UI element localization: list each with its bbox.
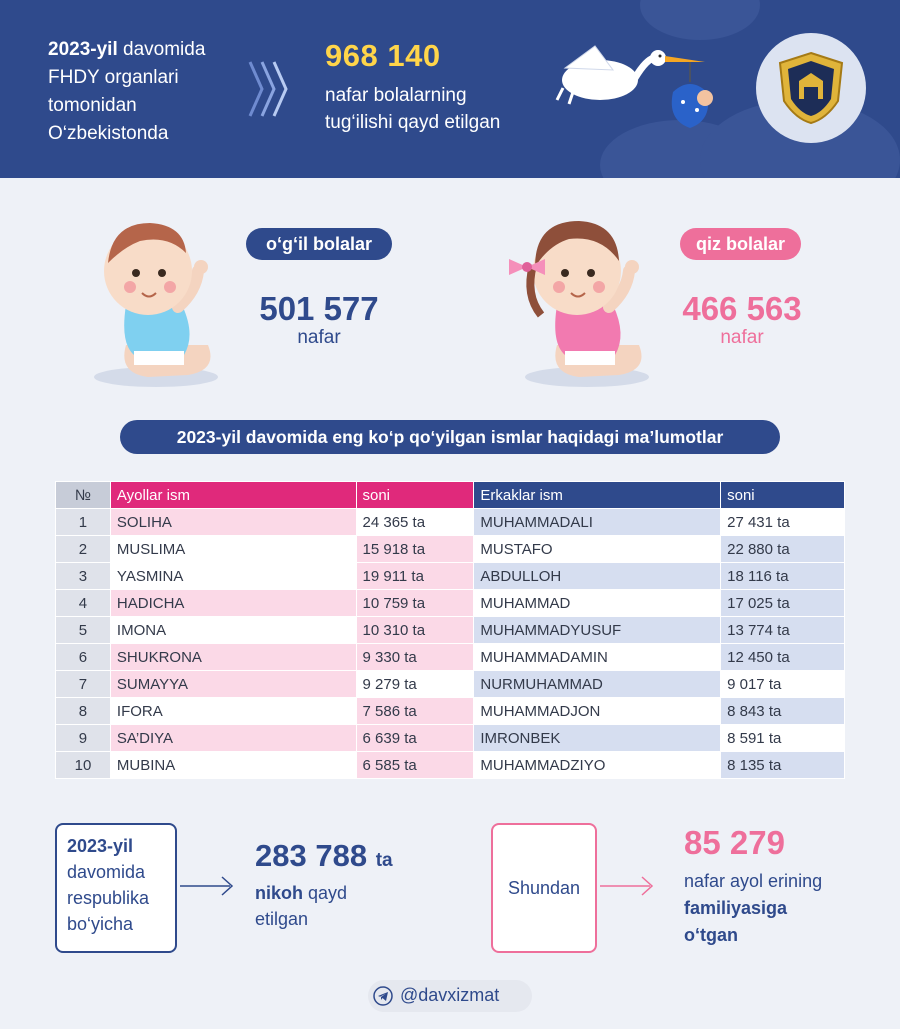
girls-label: qiz bolalar: [680, 228, 801, 260]
female-name: SUMAYYA: [110, 671, 356, 698]
male-name: MUSTAFO: [474, 536, 721, 563]
table-row: [56, 671, 845, 698]
female-name: IMONA: [110, 617, 356, 644]
male-name: MUHAMMAD: [474, 590, 721, 617]
surname-count: 85 279: [684, 824, 785, 861]
female-name: IFORA: [110, 698, 356, 725]
male-name: IMRONBEK: [474, 725, 721, 752]
table-row: [56, 752, 845, 779]
telegram-icon: [373, 986, 393, 1006]
table-row: [56, 698, 845, 725]
boys-count: 501 577: [259, 290, 379, 327]
chevrons-right-icon: [246, 58, 296, 120]
female-count: 15 918 ta: [356, 536, 474, 563]
female-count: 10 759 ta: [356, 590, 474, 617]
header-banner: [0, 0, 900, 178]
male-name: MUHAMMADYUSUF: [474, 617, 721, 644]
male-count: 18 116 ta: [721, 563, 845, 590]
header-male-count: soni: [721, 482, 845, 509]
marriage-context-box: 2023-yil davomida respublika bo‘yicha: [55, 823, 177, 953]
female-count: 7 586 ta: [356, 698, 474, 725]
row-number: 6: [56, 644, 111, 671]
telegram-handle-link[interactable]: [368, 980, 532, 1012]
arrow-right-icon: [600, 875, 656, 897]
table-row: [56, 617, 845, 644]
male-count: 12 450 ta: [721, 644, 845, 671]
row-number: 9: [56, 725, 111, 752]
arrow-right-icon: [180, 875, 236, 897]
births-total: 968 140: [325, 38, 441, 73]
female-count: 10 310 ta: [356, 617, 474, 644]
male-count: 8 135 ta: [721, 752, 845, 779]
female-name: SOLIHA: [110, 509, 356, 536]
male-name: ABDULLOH: [474, 563, 721, 590]
female-name: MUBINA: [110, 752, 356, 779]
female-count: 9 330 ta: [356, 644, 474, 671]
table-row: [56, 644, 845, 671]
surname-context-box: Shundan: [491, 823, 597, 953]
telegram-handle: @davxizmat: [400, 985, 500, 1005]
male-name: NURMUHAMMAD: [474, 671, 721, 698]
male-name: MUHAMMADALI: [474, 509, 721, 536]
row-number: 4: [56, 590, 111, 617]
table-row: [56, 509, 845, 536]
girls-unit: nafar: [720, 327, 764, 348]
female-count: 6 639 ta: [356, 725, 474, 752]
male-count: 27 431 ta: [721, 509, 845, 536]
marriage-count: 283 788 ta: [255, 838, 393, 873]
header-female-count: soni: [356, 482, 474, 509]
male-count: 17 025 ta: [721, 590, 845, 617]
table-row: [56, 590, 845, 617]
header-number: №: [56, 482, 111, 509]
male-name: MUHAMMADAMIN: [474, 644, 721, 671]
female-name: YASMINA: [110, 563, 356, 590]
table-row: [56, 536, 845, 563]
header-intro-text: 2023-yil davomida FHDY organlari tomonidan O‘zbekistonda: [48, 39, 206, 144]
table-row: [56, 725, 845, 752]
emblem-badge: [756, 33, 866, 143]
baby-girl-illustration: [505, 205, 660, 390]
boys-label: o‘g‘il bolalar: [246, 228, 392, 260]
male-count: 13 774 ta: [721, 617, 845, 644]
female-count: 24 365 ta: [356, 509, 474, 536]
row-number: 5: [56, 617, 111, 644]
marriage-description: nikoh qayd etilgan: [255, 883, 348, 929]
male-count: 9 017 ta: [721, 671, 845, 698]
row-number: 10: [56, 752, 111, 779]
female-name: SA’DIYA: [110, 725, 356, 752]
ministry-emblem-icon: [776, 51, 846, 125]
male-name: MUHAMMADZIYO: [474, 752, 721, 779]
table-row: [56, 563, 845, 590]
female-name: MUSLIMA: [110, 536, 356, 563]
female-name: HADICHA: [110, 590, 356, 617]
male-count: 8 591 ta: [721, 725, 845, 752]
table-header-row: [56, 482, 845, 509]
popular-names-table: [55, 481, 845, 779]
row-number: 8: [56, 698, 111, 725]
male-count: 8 843 ta: [721, 698, 845, 725]
baby-boy-illustration: [78, 205, 228, 390]
female-count: 9 279 ta: [356, 671, 474, 698]
row-number: 7: [56, 671, 111, 698]
table-title: 2023-yil davomida eng ko‘p qo‘yilgan ismlar haqidagi ma’lumotlar: [120, 420, 780, 454]
boys-unit: nafar: [297, 327, 341, 348]
female-name: SHUKRONA: [110, 644, 356, 671]
row-number: 2: [56, 536, 111, 563]
girls-count: 466 563: [682, 290, 802, 327]
header-male-name: Erkaklar ism: [474, 482, 721, 509]
female-count: 19 911 ta: [356, 563, 474, 590]
births-description: nafar bolalarning tug‘ilishi qayd etilgan: [325, 85, 501, 133]
header-female-name: Ayollar ism: [110, 482, 356, 509]
row-number: 1: [56, 509, 111, 536]
surname-description: nafar ayol erining familiyasiga o‘tgan: [684, 871, 823, 945]
male-count: 22 880 ta: [721, 536, 845, 563]
row-number: 3: [56, 563, 111, 590]
male-name: MUHAMMADJON: [474, 698, 721, 725]
female-count: 6 585 ta: [356, 752, 474, 779]
stork-icon: [555, 40, 725, 140]
